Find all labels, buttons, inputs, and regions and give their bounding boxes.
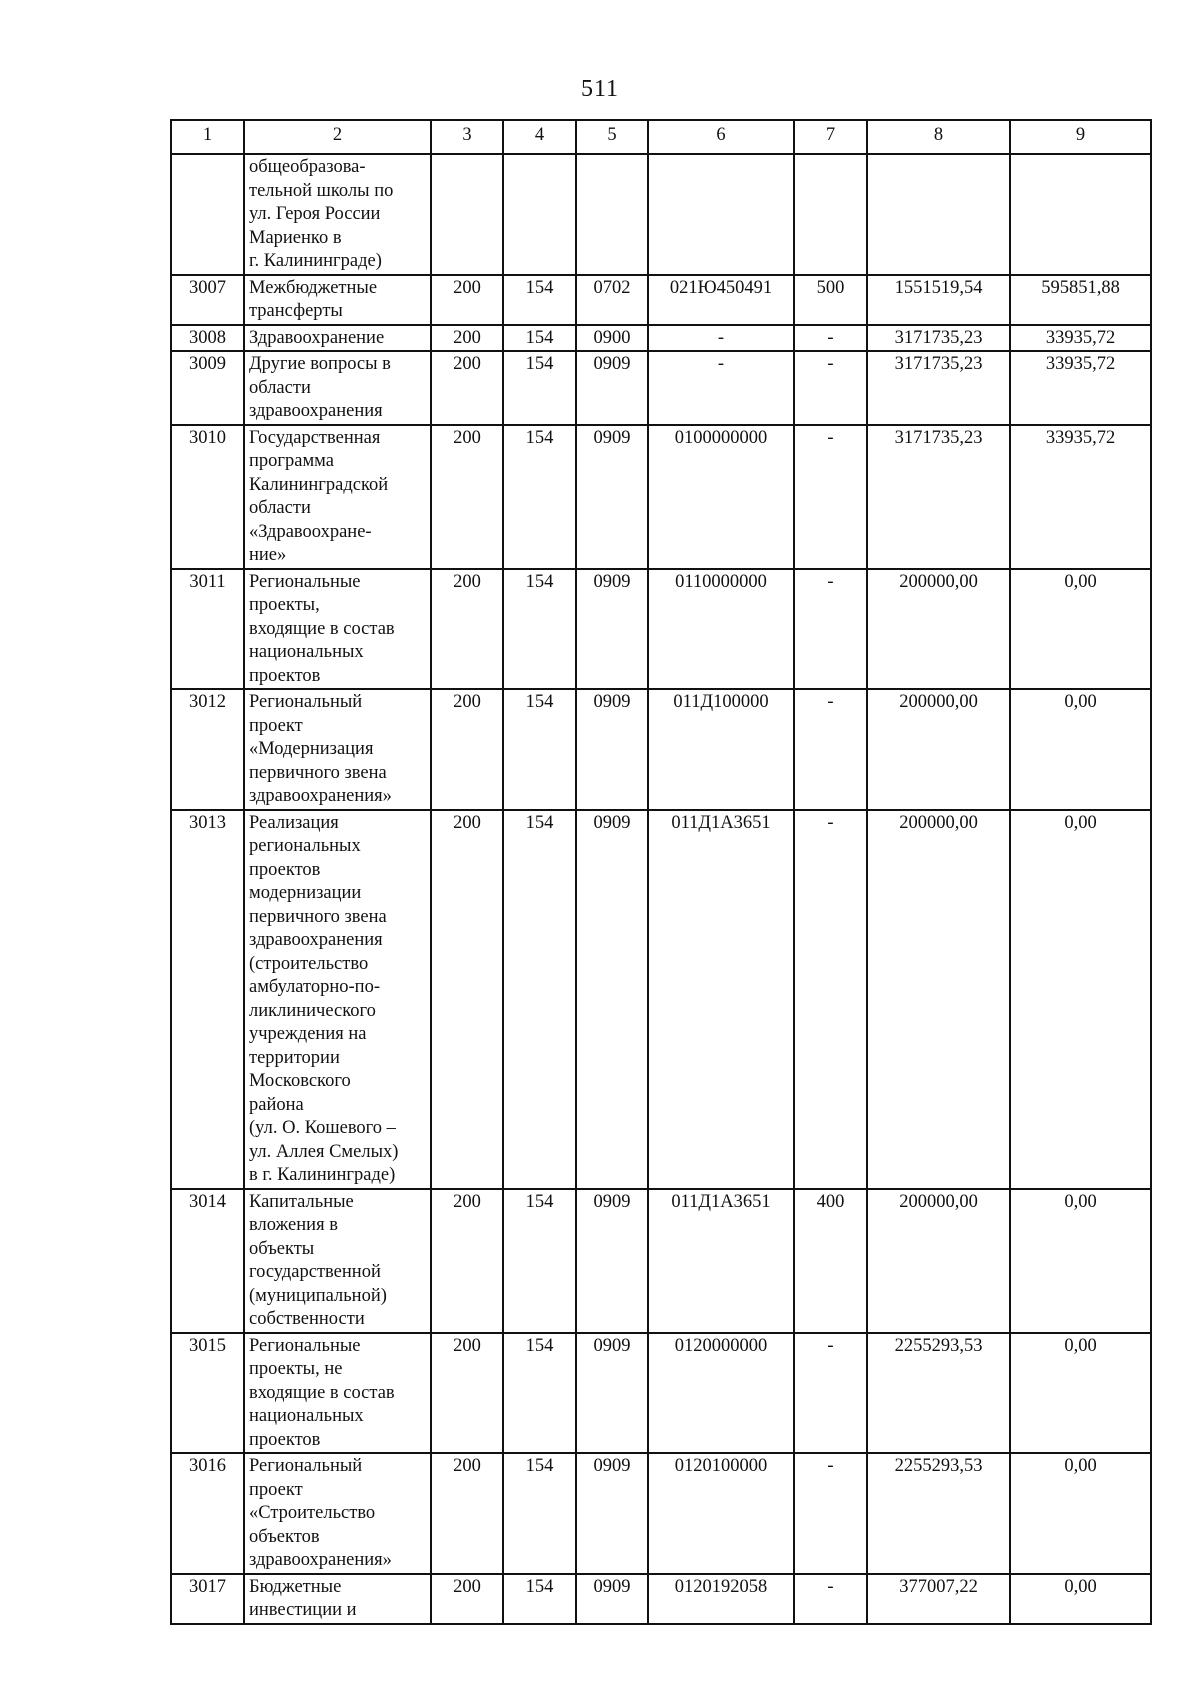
- row-col6-cell: 011Д1А3651: [648, 810, 794, 1189]
- table-row: [171, 1189, 1151, 1333]
- row-col6-cell: 0120000000: [648, 1333, 794, 1454]
- header-cell-9: 9: [1010, 120, 1151, 154]
- row-name-cell: Государственная программа Калининградской области «Здравоохране- ние»: [244, 425, 431, 569]
- row-number-cell: 3016: [171, 1453, 244, 1574]
- row-col8-cell: 2255293,53: [867, 1453, 1010, 1574]
- row-col3-cell: 200: [431, 810, 503, 1189]
- row-col4-cell: 154: [503, 810, 576, 1189]
- row-col5-cell: 0909: [576, 351, 648, 425]
- row-col5-cell: 0900: [576, 325, 648, 352]
- row-col4-cell: 154: [503, 275, 576, 325]
- row-col5-cell: 0909: [576, 569, 648, 690]
- table-row: [171, 154, 1151, 275]
- row-col8-cell: 1551519,54: [867, 275, 1010, 325]
- row-col4-cell: 154: [503, 351, 576, 425]
- row-col9-cell: 0,00: [1010, 1189, 1151, 1333]
- row-name-cell: Реализация региональных проектов модернизации первичного звена здравоохранения (строительство амбулаторно-по- ликлинического учреждения на территории Московского района (ул. О. Кошевого – ул. Аллея Смелых) в г. Калининграде): [244, 810, 431, 1189]
- row-col4-cell: 154: [503, 325, 576, 352]
- row-col7-cell: -: [794, 689, 867, 810]
- row-col3-cell: 200: [431, 1333, 503, 1454]
- row-number-cell: 3008: [171, 325, 244, 352]
- row-col3-cell: [431, 154, 503, 275]
- row-number-cell: [171, 154, 244, 275]
- row-col5-cell: 0909: [576, 1574, 648, 1624]
- row-col3-cell: 200: [431, 275, 503, 325]
- table-row: [171, 1333, 1151, 1454]
- row-col6-cell: -: [648, 325, 794, 352]
- row-col5-cell: 0909: [576, 1453, 648, 1574]
- row-number-cell: 3015: [171, 1333, 244, 1454]
- row-col3-cell: 200: [431, 325, 503, 352]
- row-col9-cell: [1010, 154, 1151, 275]
- row-col4-cell: [503, 154, 576, 275]
- table-body: [171, 154, 1151, 1624]
- row-col3-cell: 200: [431, 1189, 503, 1333]
- row-col5-cell: 0909: [576, 810, 648, 1189]
- row-number-cell: 3007: [171, 275, 244, 325]
- row-col5-cell: 0909: [576, 1189, 648, 1333]
- row-col7-cell: 400: [794, 1189, 867, 1333]
- header-cell-3: 3: [431, 120, 503, 154]
- row-col3-cell: 200: [431, 689, 503, 810]
- row-col6-cell: 0120100000: [648, 1453, 794, 1574]
- row-name-cell: Региональный проект «Строительство объектов здравоохранения»: [244, 1453, 431, 1574]
- row-col6-cell: 011Д1А3651: [648, 1189, 794, 1333]
- row-col7-cell: 500: [794, 275, 867, 325]
- row-col5-cell: [576, 154, 648, 275]
- row-col4-cell: 154: [503, 1574, 576, 1624]
- row-col7-cell: -: [794, 351, 867, 425]
- row-col7-cell: [794, 154, 867, 275]
- row-col4-cell: 154: [503, 1189, 576, 1333]
- row-col5-cell: 0702: [576, 275, 648, 325]
- row-name-cell: Капитальные вложения в объекты государственной (муниципальной) собственности: [244, 1189, 431, 1333]
- header-cell-8: 8: [867, 120, 1010, 154]
- row-col9-cell: 595851,88: [1010, 275, 1151, 325]
- row-col4-cell: 154: [503, 689, 576, 810]
- header-row: [171, 120, 1151, 154]
- row-col8-cell: 3171735,23: [867, 325, 1010, 352]
- row-col7-cell: -: [794, 1333, 867, 1454]
- row-col6-cell: [648, 154, 794, 275]
- row-col8-cell: 200000,00: [867, 689, 1010, 810]
- row-col9-cell: 33935,72: [1010, 425, 1151, 569]
- table-row: [171, 425, 1151, 569]
- row-col4-cell: 154: [503, 425, 576, 569]
- table-row: [171, 1574, 1151, 1624]
- table-row: [171, 689, 1151, 810]
- row-col9-cell: 0,00: [1010, 569, 1151, 690]
- row-col6-cell: 0110000000: [648, 569, 794, 690]
- row-col8-cell: 200000,00: [867, 569, 1010, 690]
- row-col8-cell: [867, 154, 1010, 275]
- row-col6-cell: 0120192058: [648, 1574, 794, 1624]
- row-col8-cell: 2255293,53: [867, 1333, 1010, 1454]
- row-col7-cell: -: [794, 810, 867, 1189]
- row-col9-cell: 0,00: [1010, 1333, 1151, 1454]
- row-col5-cell: 0909: [576, 1333, 648, 1454]
- row-col6-cell: 0100000000: [648, 425, 794, 569]
- row-number-cell: 3013: [171, 810, 244, 1189]
- row-col8-cell: 377007,22: [867, 1574, 1010, 1624]
- table-row: [171, 810, 1151, 1189]
- row-name-cell: Бюджетные инвестиции и: [244, 1574, 431, 1624]
- header-cell-6: 6: [648, 120, 794, 154]
- row-number-cell: 3017: [171, 1574, 244, 1624]
- table-row: [171, 275, 1151, 325]
- row-col4-cell: 154: [503, 569, 576, 690]
- row-col5-cell: 0909: [576, 689, 648, 810]
- row-col6-cell: 011Д100000: [648, 689, 794, 810]
- row-col6-cell: 021Ю450491: [648, 275, 794, 325]
- row-col4-cell: 154: [503, 1333, 576, 1454]
- row-col9-cell: 0,00: [1010, 1574, 1151, 1624]
- header-cell-5: 5: [576, 120, 648, 154]
- row-col3-cell: 200: [431, 1574, 503, 1624]
- row-col3-cell: 200: [431, 569, 503, 690]
- header-cell-2: 2: [244, 120, 431, 154]
- row-col3-cell: 200: [431, 1453, 503, 1574]
- row-col8-cell: 3171735,23: [867, 351, 1010, 425]
- header-cell-7: 7: [794, 120, 867, 154]
- row-col9-cell: 0,00: [1010, 1453, 1151, 1574]
- row-col7-cell: -: [794, 569, 867, 690]
- row-col8-cell: 200000,00: [867, 1189, 1010, 1333]
- row-col3-cell: 200: [431, 351, 503, 425]
- row-col7-cell: -: [794, 425, 867, 569]
- row-col7-cell: -: [794, 1453, 867, 1574]
- row-col5-cell: 0909: [576, 425, 648, 569]
- table-row: [171, 325, 1151, 352]
- row-number-cell: 3010: [171, 425, 244, 569]
- row-col8-cell: 3171735,23: [867, 425, 1010, 569]
- row-col3-cell: 200: [431, 425, 503, 569]
- row-col9-cell: 33935,72: [1010, 351, 1151, 425]
- header-cell-1: 1: [171, 120, 244, 154]
- row-col9-cell: 0,00: [1010, 689, 1151, 810]
- budget-table: [170, 119, 1152, 1625]
- row-col6-cell: -: [648, 351, 794, 425]
- row-name-cell: Межбюджетные трансферты: [244, 275, 431, 325]
- table-row: [171, 1453, 1151, 1574]
- row-name-cell: Региональные проекты, входящие в состав национальных проектов: [244, 569, 431, 690]
- row-name-cell: общеобразова- тельной школы по ул. Героя России Мариенко в г. Калининграде): [244, 154, 431, 275]
- row-name-cell: Региональный проект «Модернизация первичного звена здравоохранения»: [244, 689, 431, 810]
- row-col7-cell: -: [794, 1574, 867, 1624]
- row-col8-cell: 200000,00: [867, 810, 1010, 1189]
- row-col7-cell: -: [794, 325, 867, 352]
- row-name-cell: Региональные проекты, не входящие в состав национальных проектов: [244, 1333, 431, 1454]
- page-number: 511: [580, 76, 620, 102]
- row-col4-cell: 154: [503, 1453, 576, 1574]
- row-number-cell: 3012: [171, 689, 244, 810]
- row-col9-cell: 0,00: [1010, 810, 1151, 1189]
- row-number-cell: 3011: [171, 569, 244, 690]
- row-name-cell: Здравоохранение: [244, 325, 431, 352]
- table-row: [171, 569, 1151, 690]
- row-number-cell: 3014: [171, 1189, 244, 1333]
- row-col9-cell: 33935,72: [1010, 325, 1151, 352]
- header-cell-4: 4: [503, 120, 576, 154]
- row-number-cell: 3009: [171, 351, 244, 425]
- row-name-cell: Другие вопросы в области здравоохранения: [244, 351, 431, 425]
- table-row: [171, 351, 1151, 425]
